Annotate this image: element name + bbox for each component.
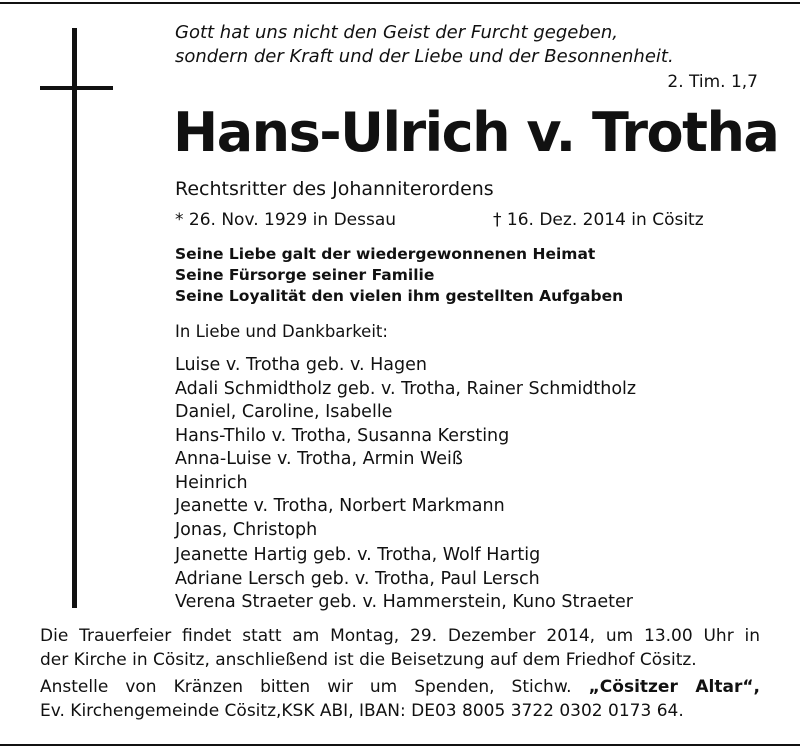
family-member: Verena Straeter geb. v. Hammerstein, Kuno Straeter bbox=[175, 592, 633, 612]
quote-reference: 2. Tim. 1,7 bbox=[667, 72, 758, 92]
motto-line: Seine Loyalität den vielen ihm gestellten Aufgaben bbox=[175, 287, 624, 305]
quote-line-1: Gott hat uns nicht den Geist der Furcht gegeben, bbox=[175, 22, 619, 43]
bottom-border bbox=[0, 744, 800, 746]
family-member: Jeanette v. Trotha, Norbert Markmann bbox=[175, 496, 505, 516]
death-date: † 16. Dez. 2014 in Cösitz bbox=[493, 210, 704, 230]
quote-line-2: sondern der Kraft und der Liebe und der Besonnenheit. bbox=[175, 46, 674, 67]
motto-line: Seine Liebe galt der wiedergewonnenen Heimat bbox=[175, 245, 596, 263]
mottos bbox=[175, 244, 623, 307]
cross-vertical-bar bbox=[72, 28, 77, 608]
family-member: Jonas, Christoph bbox=[175, 519, 318, 540]
donation-keyword: „Cösitzer Altar“, bbox=[588, 677, 760, 697]
top-border bbox=[0, 2, 800, 4]
family-member: Anna-Luise v. Trotha, Armin Weiß bbox=[175, 449, 463, 469]
family-member: Hans-Thilo v. Trotha, Susanna Kersting bbox=[175, 425, 510, 446]
family-list-2 bbox=[175, 544, 633, 615]
family-member: Heinrich bbox=[175, 472, 248, 493]
donation-notice-line-1 bbox=[40, 675, 760, 699]
deceased-name: Hans-Ulrich v. Trotha bbox=[173, 101, 779, 164]
family-member: Adriane Lersch geb. v. Trotha, Paul Lersch bbox=[175, 568, 540, 589]
donation-notice bbox=[40, 675, 760, 723]
thanks-heading: In Liebe und Dankbarkeit: bbox=[175, 322, 388, 341]
motto-line: Seine Fürsorge seiner Familie bbox=[175, 266, 435, 284]
family-member: Adali Schmidtholz geb. v. Trotha, Rainer Schmidtholz bbox=[175, 378, 637, 399]
family-member: Luise v. Trotha geb. v. Hagen bbox=[175, 355, 427, 375]
funeral-notice-line-2: der Kirche in Cösitz, anschließend ist die Beisetzung auf dem Friedhof Cösitz. bbox=[40, 650, 697, 670]
funeral-notice-line-1: Die Trauerfeier findet statt am Montag, 29. Dezember 2014, um 13.00 Uhr in bbox=[40, 626, 760, 646]
family-member: Daniel, Caroline, Isabelle bbox=[175, 402, 393, 422]
donation-notice-line-2: Ev. Kirchengemeinde Cösitz,KSK ABI, IBAN: DE03 8005 3722 0302 0173 64. bbox=[40, 701, 684, 721]
cross-horizontal-bar bbox=[40, 86, 113, 90]
bible-quote bbox=[175, 21, 775, 69]
deceased-title: Rechtsritter des Johanniterordens bbox=[175, 178, 494, 200]
family-list-1 bbox=[175, 354, 636, 542]
family-member: Jeanette Hartig geb. v. Trotha, Wolf Hartig bbox=[175, 545, 541, 565]
birth-date: * 26. Nov. 1929 in Dessau bbox=[175, 210, 397, 230]
funeral-notice bbox=[40, 624, 760, 672]
donation-prefix: Anstelle von Kränzen bitten wir um Spenden, Stichw. bbox=[40, 677, 589, 697]
